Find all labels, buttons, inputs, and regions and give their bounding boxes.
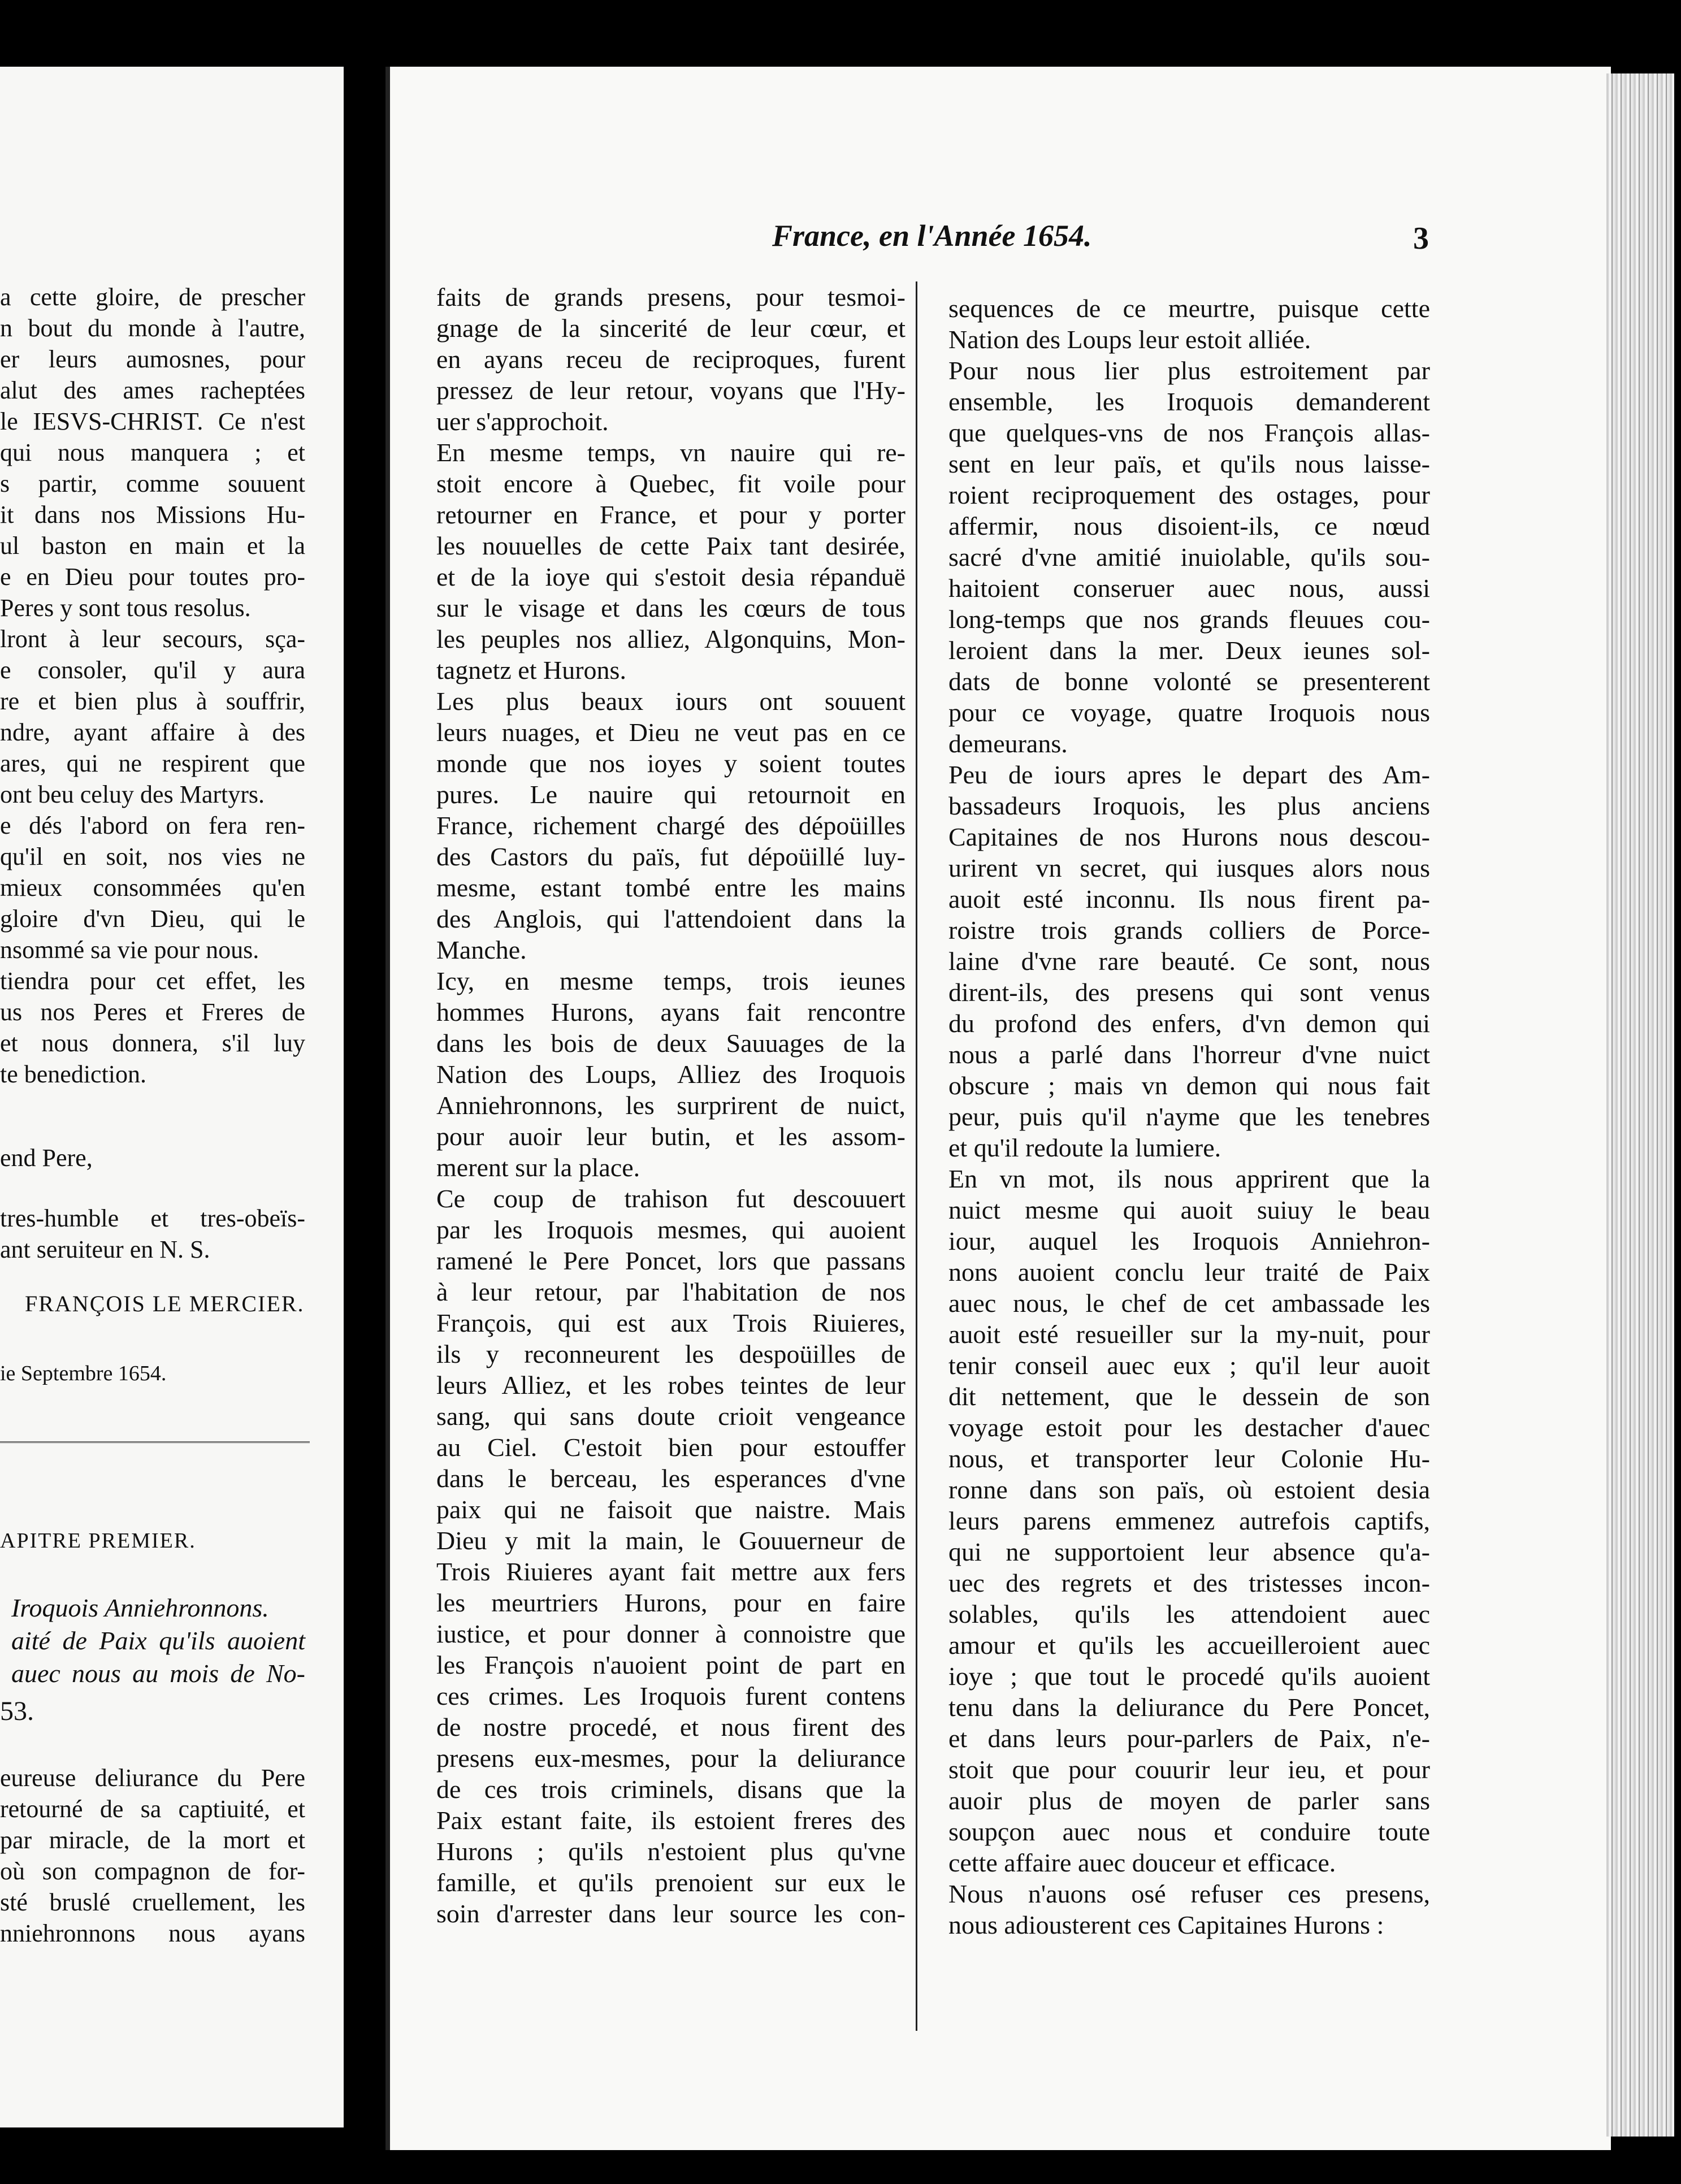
text-line: ont beu celuy des Martyrs. <box>0 781 265 808</box>
text-line: et de la ioye qui s'estoit desia répanduë <box>436 562 906 591</box>
text-line: que quelques-vns de nos François allas- <box>948 418 1430 447</box>
text-line: merent sur la place. <box>436 1153 640 1182</box>
text-line: nsommé sa vie pour nous. <box>0 936 259 964</box>
text-line: ils y reconneurent les despoüilles de <box>436 1340 906 1368</box>
text-line: pures. Le nauire qui retournoit en <box>436 780 906 809</box>
text-line: e dés l'abord on fera ren- <box>0 812 305 839</box>
text-line: à leur retour, par l'habitation de nos <box>436 1277 906 1306</box>
chapter-summary-end: 53. <box>0 1696 34 1726</box>
text-line: paix qui ne faisoit que naistre. Mais <box>436 1495 906 1524</box>
text-line: par les Iroquois mesmes, qui auoient <box>436 1215 906 1244</box>
text-line: ares, qui ne respirent que <box>0 749 305 777</box>
text-line: France, richement chargé des dépoüilles <box>436 811 906 840</box>
text-line: mesme, estant tombé entre les mains <box>436 873 906 902</box>
text-line: sur le visage et dans les cœurs de tous <box>436 593 906 622</box>
text-line: roient reciproquement des ostages, pour <box>948 480 1430 509</box>
text-line: des Anglois, qui l'attendoient dans la <box>436 904 906 933</box>
text-line: et nous donnera, s'il luy <box>0 1029 305 1057</box>
section-divider <box>0 1441 310 1443</box>
text-line: sang, qui sans doute crioit vengeance <box>436 1402 906 1431</box>
text-line: iustice, et pour donner à connoistre que <box>436 1619 906 1648</box>
text-line: Nation des Loups leur estoit alliée. <box>948 325 1311 354</box>
text-line: soupçon auec nous et conduire toute <box>948 1817 1430 1846</box>
text-line: retourner en France, et pour y porter <box>436 500 906 529</box>
text-line: gloire d'vn Dieu, qui le <box>0 905 305 933</box>
text-line: Hurons ; qu'ils n'estoient plus qu'vne <box>436 1837 906 1866</box>
text-line: e consoler, qu'il y aura <box>0 656 305 684</box>
text-line: le IESVS-CHRIST. Ce n'est <box>0 408 305 435</box>
text-line: er leurs aumosnes, pour <box>0 345 305 373</box>
text-line: ioye ; que tout le procedé qu'ils auoient <box>948 1662 1430 1691</box>
text-line: qui nous manquera ; et <box>0 439 305 466</box>
running-title: France, en l'Année 1654. <box>772 219 1092 253</box>
text-line: tenir conseil auec eux ; qu'il leur auoit <box>948 1351 1430 1380</box>
text-line: uec des regrets et des tristesses incon- <box>948 1568 1430 1597</box>
text-line: leurs parens emmenez autrefois captifs, <box>948 1506 1430 1535</box>
signature: FRANÇOIS LE MERCIER. <box>25 1291 305 1316</box>
text-line: Peres y sont tous resolus. <box>0 594 251 622</box>
text-line: monde que nos ioyes y soient toutes <box>436 749 906 778</box>
text-line: de nostre procedé, et nous firent des <box>436 1713 906 1741</box>
text-line: Nation des Loups, Alliez des Iroquois <box>436 1060 906 1089</box>
text-line: leroient dans la mer. Deux ieunes sol- <box>948 636 1430 665</box>
text-line: stoit que pour couurir leur ieu, et pour <box>948 1755 1430 1784</box>
text-line: leurs nuages, et Dieu ne veut pas en ce <box>436 718 906 747</box>
text-line: Iroquois Anniehronnons. <box>11 1593 269 1622</box>
text-line: s partir, comme souuent <box>0 470 305 497</box>
text-line: cette affaire auec douceur et efficace. <box>948 1848 1336 1877</box>
text-line: Capitaines de nos Hurons nous descou- <box>948 822 1430 851</box>
text-line: auoit esté inconnu. Ils nous firent pa- <box>948 885 1430 913</box>
text-line: gnage de la sincerité de leur cœur, et <box>436 314 906 343</box>
text-line: dirent-ils, des presens qui sont venus <box>948 978 1430 1007</box>
text-line: Pour nous lier plus estroitement par <box>948 356 1430 385</box>
text-line: dats de bonne volonté se presenterent <box>948 667 1430 696</box>
text-line: mieux consommées qu'en <box>0 874 305 902</box>
text-line: aité de Paix qu'ils auoient <box>11 1626 305 1655</box>
text-line: de ces trois criminels, disans que la <box>436 1775 906 1804</box>
text-line: François, qui est aux Trois Riuieres, <box>436 1308 906 1337</box>
text-line: ant seruiteur en N. S. <box>0 1236 210 1263</box>
text-line: auec nous, le chef de cet ambassade les <box>948 1289 1430 1318</box>
text-line: nous a parlé dans l'horreur d'vne nuict <box>948 1040 1430 1069</box>
text-line: e en Dieu pour toutes pro- <box>0 563 305 591</box>
text-line: Ce coup de trahison fut descouuert <box>436 1184 906 1213</box>
text-line: long-temps que nos grands fleuues cou- <box>948 605 1430 634</box>
text-line: qu'il en soit, nos vies ne <box>0 843 305 870</box>
text-line: hommes Hurons, ayans fait rencontre <box>436 998 906 1026</box>
text-line: haitoient conseruer auec nous, aussi <box>948 574 1430 603</box>
text-line: n bout du monde à l'autre, <box>0 314 305 342</box>
text-line: ensemble, les Iroquois demanderent <box>948 387 1430 416</box>
text-line: nuict mesme qui auoit suiuy le beau <box>948 1195 1430 1224</box>
text-line: demeurans. <box>948 729 1068 758</box>
text-line: a cette gloire, de prescher <box>0 283 305 311</box>
date-line: ie Septembre 1654. <box>0 1362 167 1385</box>
text-line: retourné de sa captiuité, et <box>0 1795 305 1823</box>
text-line: tiendra pour cet effet, les <box>0 967 305 995</box>
text-line: et qu'il redoute la lumiere. <box>948 1133 1221 1162</box>
text-line: tagnetz et Hurons. <box>436 656 626 684</box>
text-line: ndre, ayant affaire à des <box>0 718 305 746</box>
text-line: alut des ames racheptées <box>0 376 305 404</box>
text-line: stoit encore à Quebec, fit voile pour <box>436 469 906 498</box>
text-line: faits de grands presens, pour tesmoi- <box>436 283 906 311</box>
text-line: ul baston en main et la <box>0 532 305 560</box>
text-line: presens eux-mesmes, pour la deliurance <box>436 1744 906 1773</box>
text-line: sacré d'vne amitié inuiolable, qu'ils sou- <box>948 543 1430 571</box>
text-line: sequences de ce meurtre, puisque cette <box>948 294 1430 323</box>
text-line: soin d'arrester dans leur source les con- <box>436 1899 906 1928</box>
text-line: roistre trois grands colliers de Porce- <box>948 916 1430 944</box>
text-line: nniehronnons nous ayans <box>0 1919 305 1947</box>
text-line: dans les bois de deux Sauuages de la <box>436 1029 906 1058</box>
text-line: ces crimes. Les Iroquois furent contens <box>436 1682 906 1710</box>
right-page <box>385 67 1611 2150</box>
text-line: Paix estant faite, ils estoient freres des <box>436 1806 906 1835</box>
text-line: Icy, en mesme temps, trois ieunes <box>436 967 906 995</box>
text-line: tres-humble et tres-obeïs- <box>0 1204 305 1232</box>
text-line: nous, et transporter leur Colonie Hu- <box>948 1444 1430 1473</box>
text-line: dans le berceau, les esperances d'vne <box>436 1464 906 1493</box>
text-line: les nouuelles de cette Paix tant desirée, <box>436 531 906 560</box>
text-line: dit nettement, que le dessein de son <box>948 1382 1430 1411</box>
text-line: du profond des enfers, d'vn demon qui <box>948 1009 1430 1038</box>
text-line: les François n'auoient point de part en <box>436 1650 906 1679</box>
text-line: auec nous au mois de No- <box>11 1659 305 1688</box>
chapter-heading: APITRE PREMIER. <box>0 1529 196 1553</box>
text-line: bassadeurs Iroquois, les plus anciens <box>948 791 1430 820</box>
text-line: iour, auquel les Iroquois Anniehron- <box>948 1227 1430 1255</box>
text-line: laine d'vne rare beauté. Ce sont, nous <box>948 947 1430 976</box>
text-line: urirent vn secret, qui iusques alors nous <box>948 853 1430 882</box>
text-line: Anniehronnons, les surprirent de nuict, <box>436 1091 906 1120</box>
text-line: pour ce voyage, quatre Iroquois nous <box>948 698 1430 727</box>
text-line: pressez de leur retour, voyans que l'Hy- <box>436 376 906 405</box>
text-line: auoit esté resueiller sur la my-nuit, pour <box>948 1320 1430 1349</box>
text-line: les peuples nos alliez, Algonquins, Mon- <box>436 625 906 653</box>
text-line: En mesme temps, vn nauire qui re- <box>436 438 906 467</box>
text-line: us nos Peres et Freres de <box>0 998 305 1026</box>
text-line: auoir plus de moyen de parler sans <box>948 1786 1430 1815</box>
column-divider <box>916 281 917 2031</box>
text-line: ramené le Pere Poncet, lors que passans <box>436 1246 906 1275</box>
text-line: En vn mot, ils nous apprirent que la <box>948 1164 1430 1193</box>
page-number: 3 <box>1413 221 1429 256</box>
text-line: eureuse deliurance du Pere <box>0 1764 305 1792</box>
text-line: famille, et qu'ils prenoient sur eux le <box>436 1868 906 1897</box>
text-line: lront à leur secours, sça- <box>0 625 305 653</box>
text-line: au Ciel. C'estoit bien pour estouffer <box>436 1433 906 1462</box>
text-line: pour auoir leur butin, et les assom- <box>436 1122 906 1151</box>
text-line: Peu de iours apres le depart des Am- <box>948 760 1430 789</box>
salutation: end Pere, <box>0 1144 93 1172</box>
text-line: sent en leur païs, et qu'ils nous laisse- <box>948 449 1430 478</box>
text-line: uer s'approchoit. <box>436 407 609 436</box>
text-line: et dans leurs pour-parlers de Paix, n'e- <box>948 1724 1430 1753</box>
left-page <box>0 67 344 2127</box>
text-line: te benediction. <box>0 1060 147 1088</box>
text-line: obscure ; mais vn demon qui nous fait <box>948 1071 1430 1100</box>
text-line: sté bruslé cruellement, les <box>0 1888 305 1916</box>
text-line: it dans nos Missions Hu- <box>0 501 305 528</box>
text-line: Trois Riuieres ayant fait mettre aux fers <box>436 1557 906 1586</box>
text-line: les meurtriers Hurons, pour en faire <box>436 1588 906 1617</box>
text-line: où son compagnon de for- <box>0 1857 305 1885</box>
text-line: des Castors du païs, fut dépoüillé luy- <box>436 842 906 871</box>
text-line: Nous n'auons osé refuser ces presens, <box>948 1879 1430 1908</box>
text-line: Manche. <box>436 935 527 964</box>
text-line: solables, qu'ils les attendoient auec <box>948 1600 1430 1628</box>
text-line: tenu dans la deliurance du Pere Poncet, <box>948 1693 1430 1722</box>
text-line: peur, puis qu'il n'ayme que les tenebres <box>948 1102 1430 1131</box>
text-line: ronne dans son païs, où estoient desia <box>948 1475 1430 1504</box>
text-line: affermir, nous disoient-ils, ce nœud <box>948 512 1430 540</box>
text-line: nous adiousterent ces Capitaines Hurons : <box>948 1910 1384 1939</box>
text-line: Dieu y mit la main, le Gouuerneur de <box>436 1526 906 1555</box>
text-line: amour et qu'ils les accueilleroient auec <box>948 1631 1430 1659</box>
text-line: par miracle, de la mort et <box>0 1826 305 1854</box>
text-line: leurs Alliez, et les robes teintes de leur <box>436 1371 906 1399</box>
text-line: nons auoient conclu leur traité de Paix <box>948 1258 1430 1286</box>
text-line: Les plus beaux iours ont souuent <box>436 687 906 716</box>
text-line: re et bien plus à souffrir, <box>0 687 305 715</box>
page-edges <box>1606 73 1674 2137</box>
text-line: qui ne supportoient leur absence qu'a- <box>948 1537 1430 1566</box>
text-line: voyage estoit pour les destacher d'auec <box>948 1413 1430 1442</box>
text-line: en ayans receu de reciproques, furent <box>436 345 906 374</box>
